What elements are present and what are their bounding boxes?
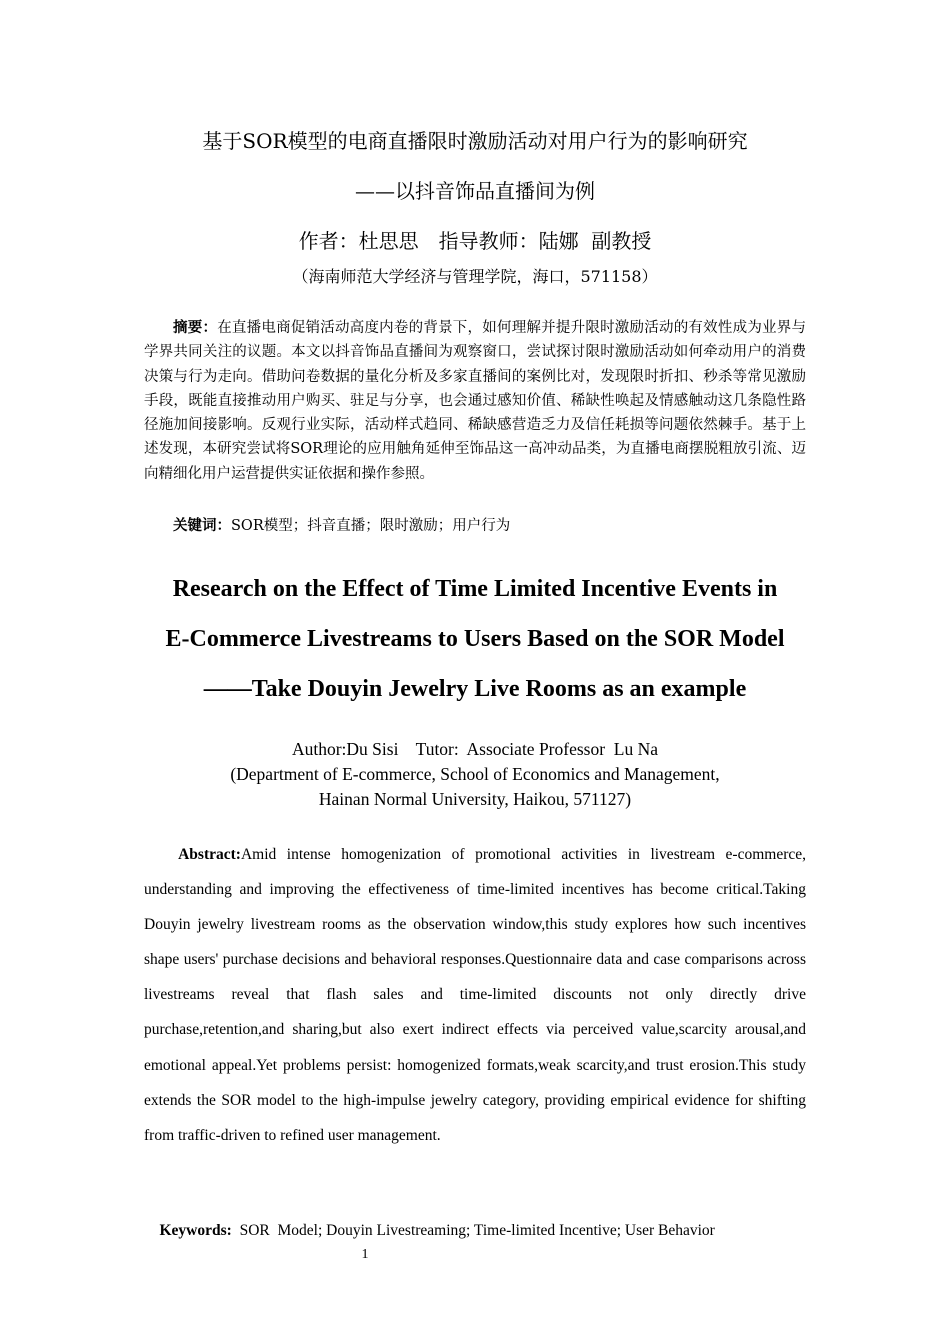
chinese-keywords-label: 关键词： [173, 517, 231, 534]
english-keywords-label: Keywords: [159, 1222, 232, 1239]
chinese-keywords [144, 514, 806, 538]
english-title-line-2: E-Commerce Livestreams to Users Based on the SOR Model [165, 626, 785, 652]
page-number: 1 [361, 1247, 369, 1262]
english-title-line-1: Research on the Effect of Time Limited Incentive Events in [172, 576, 778, 602]
english-abstract-text: Amid intense homogenization of promotional activities in livestream e-commerce, understanding and improving the effectiveness of time-limited incentives has become critical.Taking Douyin jewelry livestream rooms as the observation window,this study explores how such incentives shape users' purchase decisions and behavioral responses.Questionnaire data and case comparisons across livestreams reveal that flash sales and time-limited discounts not only directly drive purchase,retention,and sharing,but also exert indirect effects via perceived value,scarcity arousal,and emotional appeal.Yet problems persist: homogenized formats,weak scarcity,and trust erosion.This study extends the SOR model to the high-impulse jewelry category, providing empirical evidence for shifting from traffic-driven to refined user management. [144, 846, 806, 1144]
chinese-abstract-text: 在直播电商促销活动高度内卷的背景下，如何理解并提升限时激励活动的有效性成为业界与学界共同关注的议题。本文以抖音饰品直播间为观察窗口，尝试探讨限时激励活动如何牵动用户的消费决策与行为走向。借助问卷数据的量化分析及多家直播间的案例比对，发现限时折扣、秒杀等常见激励手段，既能直接推动用户购买、驻足与分享，也会通过感知价值、稀缺性唤起及情感触动这几条隐性路径施加间接影响。反观行业实际，活动样式趋同、稀缺感营造乏力及信任耗损等问题依然棘手。基于上述发现，本研究尝试将SOR理论的应用触角延伸至饰品这一高冲动品类，为直播电商摆脱粗放引流、迈向精细化用户运营提供实证依据和操作参照。 [144, 320, 807, 482]
english-author-line: Author:Du Sisi Tutor: Associate Professor Lu Na [291, 739, 659, 759]
english-abstract-label: Abstract: [178, 846, 241, 863]
chinese-title: 基于SOR模型的电商直播限时激励活动对用户行为的影响研究 [202, 129, 748, 153]
chinese-keywords-text: SOR模型；抖音直播；限时激励；用户行为 [231, 518, 511, 534]
english-affiliation-line-1: (Department of E-commerce, School of Economics and Management, [230, 764, 720, 784]
chinese-authors: 作者：杜思思 指导教师：陆娜 副教授 [298, 229, 652, 253]
chinese-abstract-label: 摘要： [173, 319, 218, 336]
english-abstract [144, 837, 806, 1153]
english-affiliation-line-2: Hainan Normal University, Haikou, 571127) [318, 789, 632, 809]
chinese-abstract [144, 316, 806, 486]
english-keywords [144, 1192, 806, 1270]
english-keywords-text: SOR Model; Douyin Livestreaming; Time-limited Incentive; User Behavior [231, 1222, 715, 1239]
english-title-line-3: ——Take Douyin Jewelry Live Rooms as an example [203, 676, 747, 702]
chinese-subtitle: ——以抖音饰品直播间为例 [355, 179, 595, 203]
chinese-affiliation: （海南师范大学经济与管理学院，海口，571158） [292, 267, 658, 286]
